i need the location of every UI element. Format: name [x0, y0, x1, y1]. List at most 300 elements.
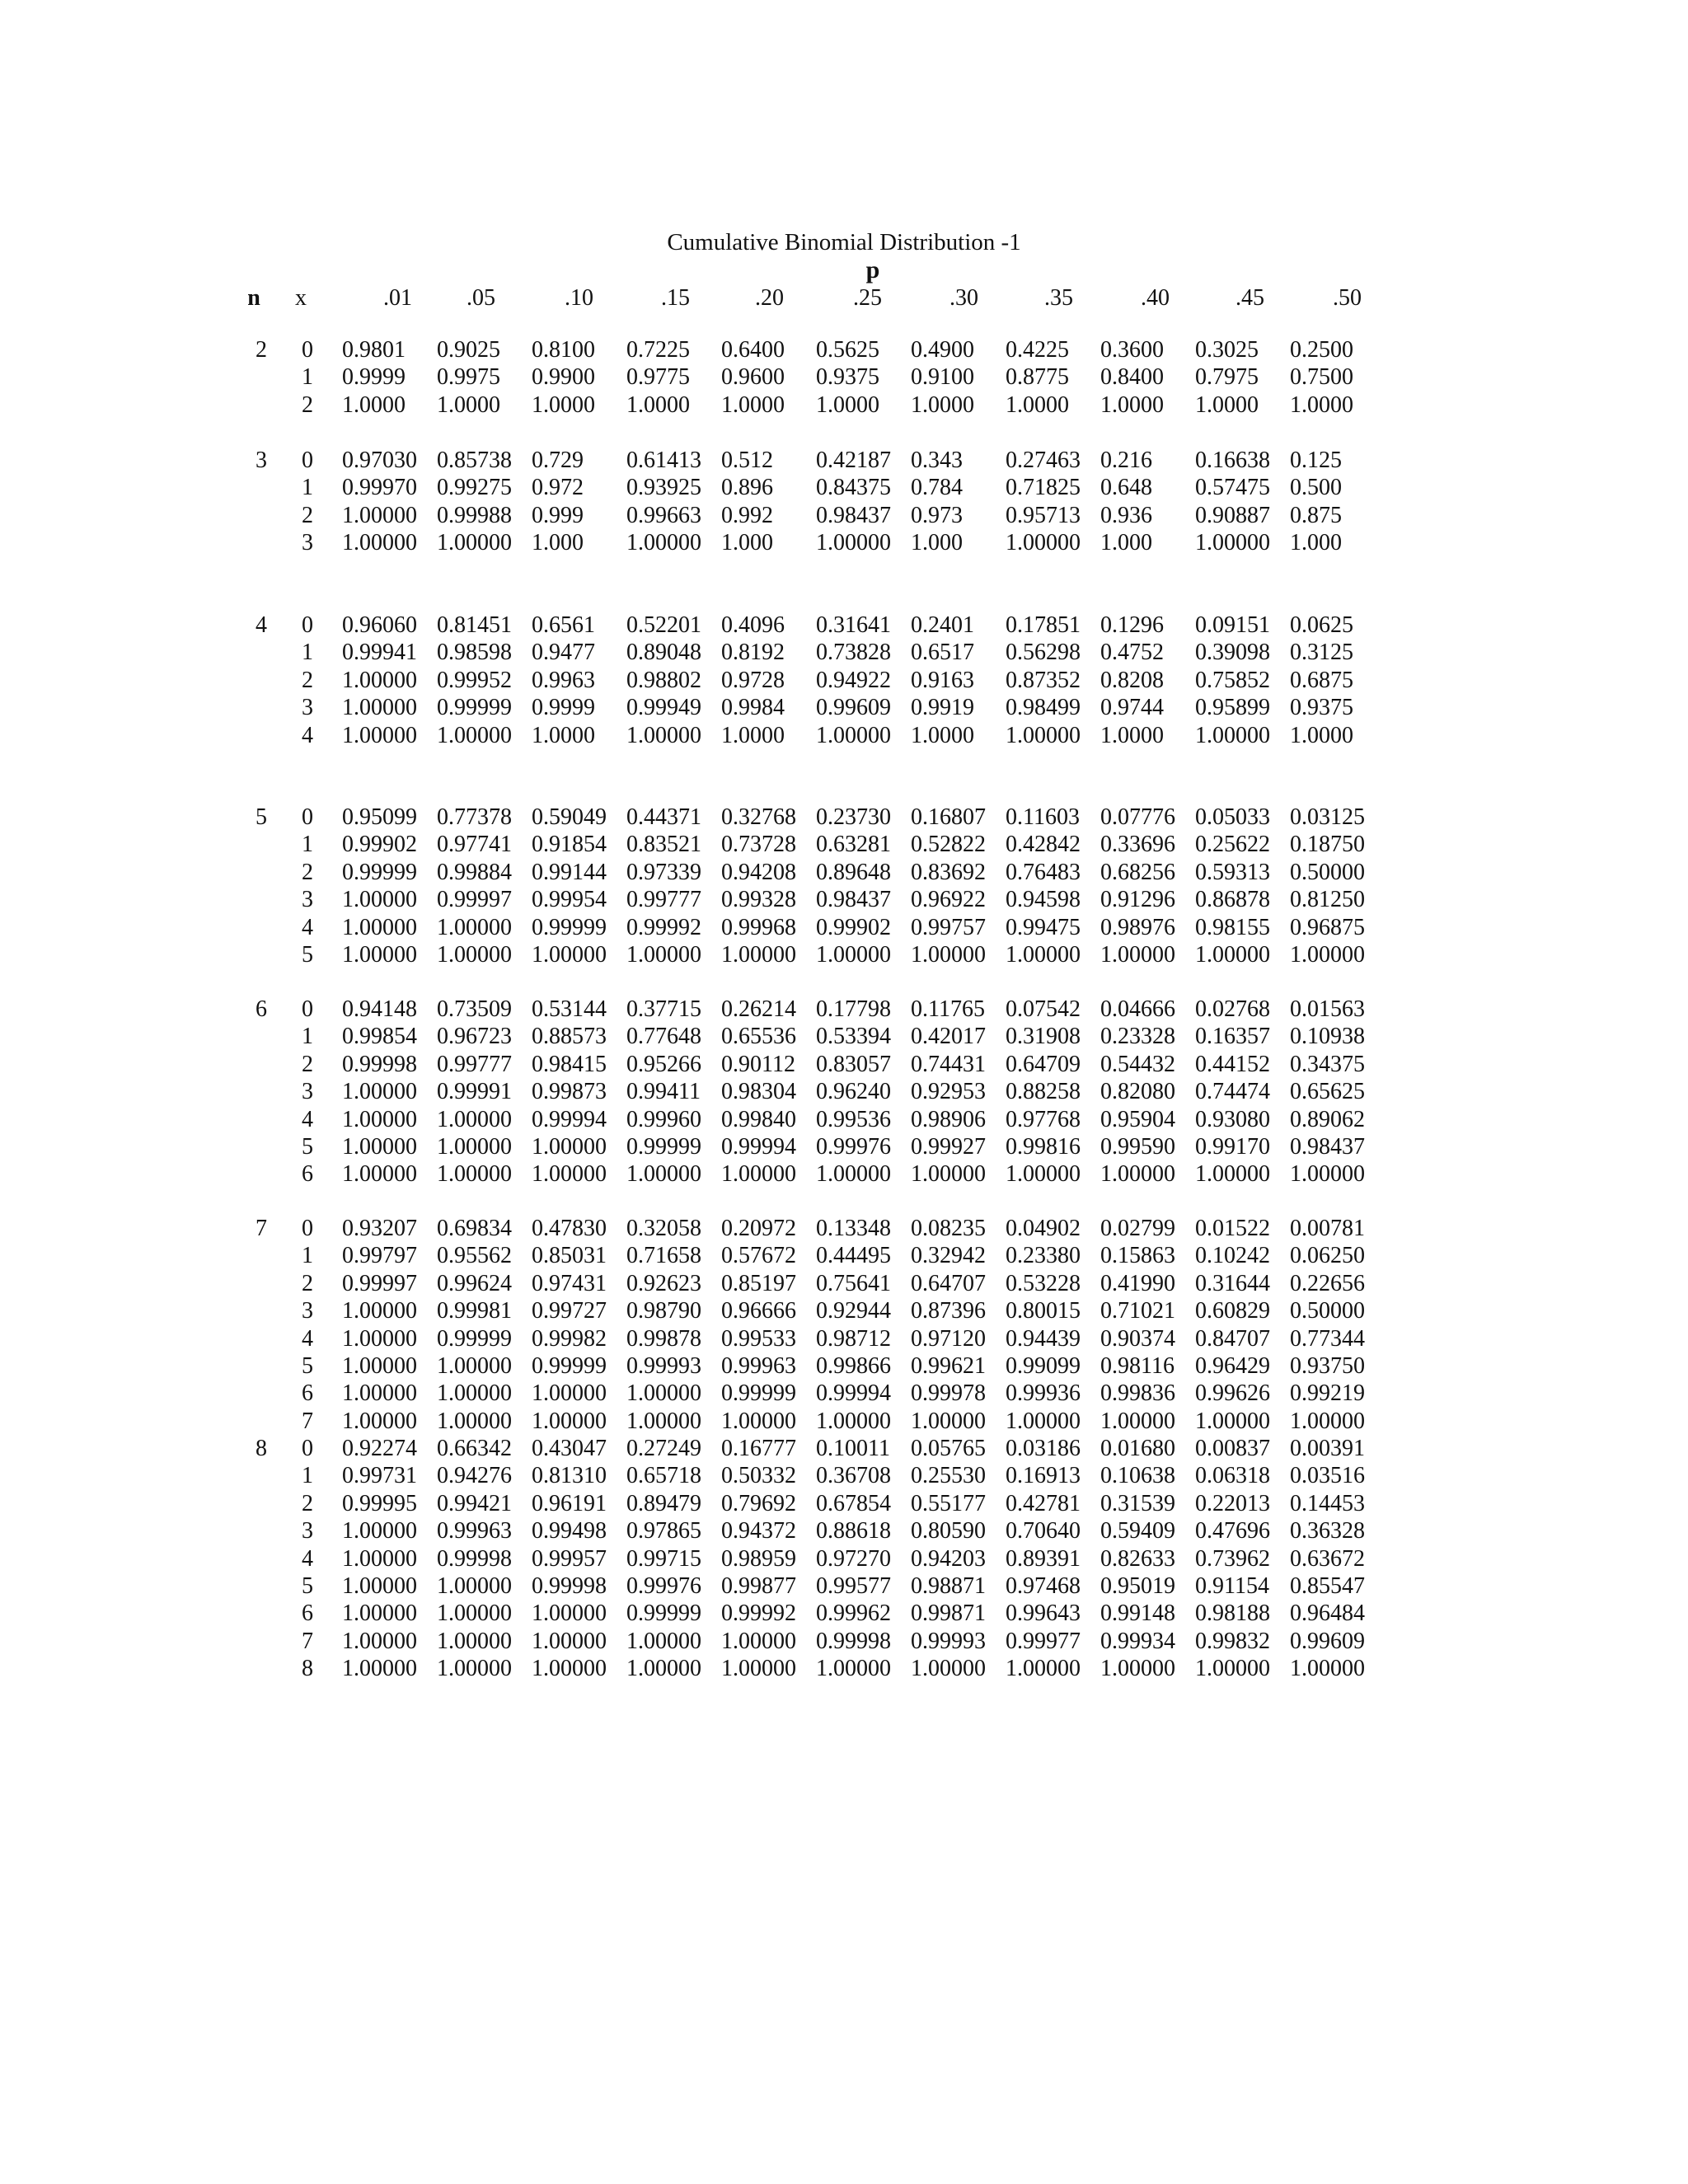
probability-cell: 0.02799	[1100, 1216, 1175, 1241]
header-p-value: .35	[1044, 285, 1073, 311]
probability-cell: 1.00000	[1100, 1656, 1175, 1682]
probability-cell: 0.97431	[532, 1270, 607, 1296]
probability-cell: 1.00000	[532, 942, 607, 968]
probability-cell: 1.00000	[1006, 530, 1081, 556]
table-row	[0, 1270, 1688, 1298]
probability-cell: 1.000	[721, 530, 773, 556]
probability-cell: 0.06318	[1195, 1463, 1270, 1489]
probability-cell: 1.0000	[1100, 722, 1164, 748]
probability-cell: 0.98437	[816, 502, 891, 528]
probability-cell: 0.71825	[1006, 475, 1081, 501]
probability-cell: 0.96240	[816, 1079, 891, 1105]
probability-cell: 1.00000	[1290, 1161, 1365, 1188]
probability-cell: 0.37715	[626, 996, 701, 1022]
x-value: 2	[302, 667, 313, 693]
probability-cell: 0.99219	[1290, 1380, 1365, 1407]
probability-cell: 1.00000	[437, 1628, 512, 1654]
probability-cell: 1.00000	[1100, 1408, 1175, 1434]
table-row	[0, 914, 1688, 942]
probability-cell: 0.80015	[1006, 1298, 1081, 1324]
table-row	[0, 1078, 1688, 1106]
probability-cell: 0.77378	[437, 804, 512, 830]
probability-cell: 1.00000	[626, 1408, 701, 1434]
probability-cell: 0.99643	[1006, 1601, 1081, 1627]
probability-cell: 1.00000	[626, 1656, 701, 1682]
probability-cell: 1.00000	[342, 667, 417, 693]
table-row	[0, 941, 1688, 969]
probability-cell: 1.0000	[437, 391, 500, 418]
probability-cell: 0.88573	[532, 1024, 607, 1050]
probability-cell: 0.99960	[626, 1106, 701, 1132]
x-value: 2	[302, 1270, 313, 1296]
probability-cell: 0.50000	[1290, 1298, 1365, 1324]
probability-cell: 0.02768	[1195, 996, 1270, 1022]
probability-cell: 0.96875	[1290, 914, 1365, 940]
probability-cell: 0.90887	[1195, 502, 1270, 528]
probability-cell: 0.64709	[1006, 1051, 1081, 1077]
probability-cell: 1.00000	[1290, 942, 1365, 968]
probability-cell: 0.96191	[532, 1490, 607, 1516]
table-row	[0, 1133, 1688, 1161]
probability-cell: 0.90112	[721, 1051, 795, 1077]
probability-cell: 0.4752	[1100, 640, 1164, 666]
probability-cell: 1.0000	[532, 722, 595, 748]
probability-cell: 0.2500	[1290, 337, 1353, 363]
probability-cell: 1.0000	[721, 391, 785, 418]
probability-cell: 1.00000	[342, 1325, 417, 1352]
probability-cell: 0.96429	[1195, 1353, 1270, 1379]
probability-cell: 0.4225	[1006, 337, 1069, 363]
probability-cell: 0.99411	[626, 1079, 701, 1105]
probability-cell: 0.42781	[1006, 1490, 1081, 1516]
x-value: 0	[302, 337, 313, 363]
probability-cell: 0.96922	[911, 887, 986, 913]
probability-cell: 0.57475	[1195, 475, 1270, 501]
probability-cell: 0.98304	[721, 1079, 796, 1105]
x-value: 0	[302, 996, 313, 1022]
probability-cell: 0.59313	[1195, 859, 1270, 885]
probability-cell: 0.99624	[437, 1270, 512, 1296]
probability-cell: 0.8775	[1006, 364, 1069, 391]
table-row	[0, 1325, 1688, 1353]
probability-cell: 0.99536	[816, 1106, 891, 1132]
probability-cell: 0.99878	[626, 1325, 701, 1352]
table-header	[0, 284, 1688, 312]
probability-cell: 0.83057	[816, 1051, 891, 1077]
probability-cell: 0.41990	[1100, 1270, 1175, 1296]
probability-cell: 0.99902	[816, 914, 891, 940]
x-value: 2	[302, 859, 313, 885]
probability-cell: 0.4900	[911, 337, 974, 363]
probability-cell: 0.93925	[626, 475, 701, 501]
probability-cell: 0.86878	[1195, 887, 1270, 913]
probability-cell: 0.61413	[626, 448, 701, 473]
probability-cell: 0.87396	[911, 1298, 986, 1324]
probability-cell: 0.71021	[1100, 1298, 1175, 1324]
probability-cell: 1.00000	[342, 1353, 417, 1379]
probability-cell: 0.98790	[626, 1298, 701, 1324]
probability-cell: 0.85031	[532, 1243, 607, 1269]
probability-cell: 0.99577	[816, 1573, 891, 1599]
probability-cell: 1.00000	[342, 722, 417, 748]
probability-cell: 0.00391	[1290, 1436, 1365, 1461]
probability-cell: 0.31644	[1195, 1270, 1270, 1296]
probability-cell: 0.99999	[342, 859, 417, 885]
probability-cell: 0.32768	[721, 804, 796, 830]
probability-cell: 0.9975	[437, 364, 500, 391]
probability-cell: 0.99877	[721, 1573, 796, 1599]
probability-cell: 1.000	[911, 530, 963, 556]
probability-cell: 0.07776	[1100, 804, 1175, 830]
probability-cell: 1.0000	[1290, 722, 1353, 748]
probability-cell: 0.25622	[1195, 832, 1270, 858]
probability-cell: 0.94922	[816, 667, 891, 693]
probability-cell: 0.96666	[721, 1298, 796, 1324]
probability-cell: 0.96060	[342, 612, 417, 638]
probability-cell: 0.44495	[816, 1243, 891, 1269]
probability-cell: 0.99902	[342, 832, 417, 858]
probability-cell: 1.00000	[1195, 1408, 1270, 1434]
probability-cell: 0.99941	[342, 640, 417, 666]
table-row	[0, 447, 1688, 475]
probability-cell: 0.81310	[532, 1463, 607, 1489]
probability-cell: 0.97339	[626, 859, 701, 885]
probability-cell: 0.0625	[1290, 612, 1353, 638]
probability-cell: 0.85197	[721, 1270, 796, 1296]
probability-cell: 0.99663	[626, 502, 701, 528]
probability-cell: 0.23328	[1100, 1024, 1175, 1050]
probability-cell: 1.000	[532, 530, 584, 556]
probability-cell: 0.9984	[721, 695, 785, 721]
probability-cell: 0.94372	[721, 1518, 796, 1544]
probability-cell: 0.56298	[1006, 640, 1081, 666]
probability-cell: 0.16807	[911, 804, 986, 830]
probability-cell: 0.03186	[1006, 1436, 1081, 1461]
x-value: 3	[302, 695, 313, 721]
probability-cell: 0.83692	[911, 859, 986, 885]
probability-cell: 0.08235	[911, 1216, 986, 1241]
probability-cell: 1.00000	[342, 1380, 417, 1407]
x-value: 1	[302, 1463, 313, 1489]
probability-cell: 0.99816	[1006, 1134, 1081, 1160]
probability-cell: 0.65625	[1290, 1079, 1365, 1105]
table-row	[0, 1517, 1688, 1545]
probability-cell: 1.00000	[816, 1408, 891, 1434]
x-value: 5	[302, 1353, 313, 1379]
probability-cell: 0.8208	[1100, 667, 1164, 693]
probability-cell: 1.00000	[437, 1134, 512, 1160]
probability-cell: 0.27249	[626, 1436, 701, 1461]
probability-cell: 1.0000	[721, 722, 785, 748]
probability-cell: 0.74474	[1195, 1079, 1270, 1105]
header-p-value: .40	[1141, 285, 1170, 311]
probability-cell: 0.98415	[532, 1051, 607, 1077]
x-value: 2	[302, 1490, 313, 1516]
probability-cell: 0.936	[1100, 502, 1152, 528]
probability-cell: 0.81451	[437, 612, 512, 638]
probability-cell: 0.992	[721, 502, 773, 528]
table-row	[0, 1435, 1688, 1463]
probability-cell: 0.99626	[1195, 1380, 1270, 1407]
probability-cell: 0.99840	[721, 1106, 796, 1132]
probability-cell: 0.70640	[1006, 1518, 1081, 1544]
probability-cell: 0.16357	[1195, 1024, 1270, 1050]
probability-cell: 0.05033	[1195, 804, 1270, 830]
x-value: 3	[302, 530, 313, 556]
probability-cell: 0.13348	[816, 1216, 891, 1241]
probability-cell: 1.00000	[626, 1161, 701, 1188]
probability-cell: 1.00000	[437, 530, 512, 556]
probability-cell: 0.9163	[911, 667, 974, 693]
probability-cell: 0.26214	[721, 996, 796, 1022]
probability-cell: 1.00000	[532, 1161, 607, 1188]
x-value: 4	[302, 1545, 313, 1572]
probability-cell: 0.93207	[342, 1216, 417, 1241]
probability-cell: 0.9775	[626, 364, 690, 391]
probability-cell: 0.07542	[1006, 996, 1081, 1022]
probability-cell: 0.97741	[437, 832, 512, 858]
probability-cell: 1.00000	[721, 1628, 796, 1654]
probability-cell: 0.96723	[437, 1024, 512, 1050]
x-value: 4	[302, 1325, 313, 1352]
probability-cell: 0.22013	[1195, 1490, 1270, 1516]
probability-cell: 0.9600	[721, 364, 785, 391]
probability-cell: 0.99777	[626, 887, 701, 913]
probability-cell: 0.04666	[1100, 996, 1175, 1022]
probability-cell: 0.63672	[1290, 1545, 1365, 1572]
probability-cell: 1.0000	[911, 722, 974, 748]
probability-cell: 1.00000	[342, 887, 417, 913]
probability-cell: 0.10938	[1290, 1024, 1365, 1050]
probability-cell: 1.00000	[1195, 722, 1270, 748]
probability-cell: 0.972	[532, 475, 584, 501]
probability-cell: 1.00000	[626, 942, 701, 968]
probability-cell: 0.84375	[816, 475, 891, 501]
probability-cell: 0.89391	[1006, 1545, 1081, 1572]
probability-cell: 1.00000	[342, 1518, 417, 1544]
x-value: 2	[302, 502, 313, 528]
probability-cell: 0.99099	[1006, 1353, 1081, 1379]
probability-cell: 0.93080	[1195, 1106, 1270, 1132]
header-p-value: .30	[950, 285, 978, 311]
probability-cell: 1.00000	[1006, 1408, 1081, 1434]
probability-cell: 0.67854	[816, 1490, 891, 1516]
probability-cell: 1.00000	[437, 914, 512, 940]
probability-cell: 0.8400	[1100, 364, 1164, 391]
probability-cell: 1.00000	[437, 1353, 512, 1379]
probability-cell: 1.00000	[911, 1408, 986, 1434]
table-row	[0, 1215, 1688, 1243]
probability-cell: 0.98116	[1100, 1353, 1175, 1379]
probability-cell: 1.00000	[1006, 722, 1081, 748]
x-value: 7	[302, 1408, 313, 1434]
probability-cell: 0.17798	[816, 996, 891, 1022]
probability-cell: 0.99999	[626, 1134, 701, 1160]
probability-cell: 0.99994	[721, 1134, 796, 1160]
table-row	[0, 1545, 1688, 1573]
x-value: 4	[302, 722, 313, 748]
probability-cell: 0.00781	[1290, 1216, 1365, 1241]
probability-cell: 1.00000	[437, 942, 512, 968]
probability-cell: 0.99866	[816, 1353, 891, 1379]
probability-cell: 0.95099	[342, 804, 417, 830]
probability-cell: 0.77648	[626, 1024, 701, 1050]
probability-cell: 1.0000	[532, 391, 595, 418]
probability-cell: 1.00000	[342, 1656, 417, 1682]
probability-cell: 0.648	[1100, 475, 1152, 501]
probability-cell: 0.53228	[1006, 1270, 1081, 1296]
probability-cell: 0.99999	[626, 1601, 701, 1627]
probability-cell: 0.89048	[626, 640, 701, 666]
probability-cell: 0.95899	[1195, 695, 1270, 721]
probability-cell: 0.20972	[721, 1216, 796, 1241]
probability-cell: 0.3125	[1290, 640, 1353, 666]
probability-cell: 1.00000	[816, 1161, 891, 1188]
probability-cell: 0.125	[1290, 448, 1342, 473]
probability-cell: 0.3600	[1100, 337, 1164, 363]
probability-cell: 1.00000	[342, 502, 417, 528]
probability-cell: 0.59409	[1100, 1518, 1175, 1544]
probability-cell: 0.99998	[532, 1573, 607, 1599]
table-row	[0, 529, 1688, 557]
probability-cell: 1.00000	[626, 1380, 701, 1407]
probability-cell: 0.216	[1100, 448, 1152, 473]
probability-cell: 0.00837	[1195, 1436, 1270, 1461]
probability-cell: 1.00000	[342, 695, 417, 721]
probability-cell: 0.23380	[1006, 1243, 1081, 1269]
p-axis-label: p	[865, 256, 880, 284]
probability-cell: 0.01680	[1100, 1436, 1175, 1461]
probability-cell: 0.05765	[911, 1436, 986, 1461]
table-row	[0, 667, 1688, 695]
probability-cell: 0.33696	[1100, 832, 1175, 858]
probability-cell: 1.00000	[437, 1601, 512, 1627]
probability-cell: 0.32942	[911, 1243, 986, 1269]
probability-cell: 0.7500	[1290, 364, 1353, 391]
probability-cell: 0.63281	[816, 832, 891, 858]
table-row	[0, 1408, 1688, 1436]
probability-cell: 0.88618	[816, 1518, 891, 1544]
x-value: 3	[302, 1079, 313, 1105]
probability-cell: 0.99936	[1006, 1380, 1081, 1407]
n-value: 5	[256, 804, 267, 830]
probability-cell: 0.91296	[1100, 887, 1175, 913]
probability-cell: 0.99978	[911, 1380, 986, 1407]
probability-cell: 0.97865	[626, 1518, 701, 1544]
probability-cell: 0.77344	[1290, 1325, 1365, 1352]
probability-cell: 1.0000	[1100, 391, 1164, 418]
probability-cell: 1.00000	[532, 1408, 607, 1434]
probability-cell: 1.0000	[911, 391, 974, 418]
probability-cell: 0.44152	[1195, 1051, 1270, 1077]
probability-cell: 1.00000	[342, 1079, 417, 1105]
table-row	[0, 1380, 1688, 1408]
probability-cell: 1.00000	[1100, 1161, 1175, 1188]
probability-cell: 0.7225	[626, 337, 690, 363]
probability-cell: 0.97768	[1006, 1106, 1081, 1132]
x-value: 8	[302, 1656, 313, 1682]
probability-cell: 0.99997	[342, 1270, 417, 1296]
probability-cell: 1.0000	[1006, 391, 1069, 418]
probability-cell: 1.00000	[342, 1601, 417, 1627]
x-value: 1	[302, 475, 313, 501]
probability-cell: 0.343	[911, 448, 963, 473]
probability-cell: 0.64707	[911, 1270, 986, 1296]
probability-cell: 0.9919	[911, 695, 974, 721]
probability-cell: 0.23730	[816, 804, 891, 830]
probability-cell: 0.98906	[911, 1106, 986, 1132]
x-value: 3	[302, 887, 313, 913]
x-value: 1	[302, 1024, 313, 1050]
x-value: 5	[302, 942, 313, 968]
probability-cell: 0.9999	[342, 364, 406, 391]
probability-cell: 1.00000	[437, 1573, 512, 1599]
header-n: n	[247, 285, 260, 311]
header-p-value: .15	[661, 285, 690, 311]
probability-cell: 0.47696	[1195, 1518, 1270, 1544]
probability-cell: 0.97468	[1006, 1573, 1081, 1599]
x-value: 3	[302, 1298, 313, 1324]
probability-cell: 0.03516	[1290, 1463, 1365, 1489]
x-value: 1	[302, 640, 313, 666]
probability-cell: 0.97270	[816, 1545, 891, 1572]
probability-cell: 0.89648	[816, 859, 891, 885]
x-value: 5	[302, 1573, 313, 1599]
probability-cell: 0.99777	[437, 1051, 512, 1077]
probability-cell: 0.10638	[1100, 1463, 1175, 1489]
probability-cell: 0.8100	[532, 337, 595, 363]
table-row	[0, 1655, 1688, 1683]
probability-cell: 0.9477	[532, 640, 595, 666]
probability-cell: 0.99963	[721, 1353, 796, 1379]
probability-cell: 1.00000	[1195, 530, 1270, 556]
table-row	[0, 694, 1688, 722]
probability-cell: 0.99976	[626, 1573, 701, 1599]
probability-cell: 0.17851	[1006, 612, 1081, 638]
probability-cell: 0.95904	[1100, 1106, 1175, 1132]
probability-cell: 0.65536	[721, 1024, 796, 1050]
probability-cell: 0.65718	[626, 1463, 701, 1489]
probability-cell: 1.00000	[816, 530, 891, 556]
probability-cell: 0.73509	[437, 996, 512, 1022]
probability-cell: 1.00000	[626, 530, 701, 556]
probability-cell: 0.83521	[626, 832, 701, 858]
probability-cell: 0.31908	[1006, 1024, 1081, 1050]
probability-cell: 0.53394	[816, 1024, 891, 1050]
probability-cell: 0.99997	[437, 887, 512, 913]
probability-cell: 0.98959	[721, 1545, 796, 1572]
table-row	[0, 1572, 1688, 1601]
probability-cell: 0.84707	[1195, 1325, 1270, 1352]
probability-cell: 0.99832	[1195, 1628, 1270, 1654]
probability-cell: 0.16913	[1006, 1463, 1081, 1489]
probability-cell: 0.99884	[437, 859, 512, 885]
probability-cell: 1.0000	[1195, 391, 1259, 418]
x-value: 2	[302, 1051, 313, 1077]
x-value: 3	[302, 1518, 313, 1544]
x-value: 0	[302, 448, 313, 473]
probability-cell: 0.74431	[911, 1051, 986, 1077]
probability-cell: 0.55177	[911, 1490, 986, 1516]
probability-cell: 0.75641	[816, 1270, 891, 1296]
probability-cell: 0.96484	[1290, 1601, 1365, 1627]
probability-cell: 0.98499	[1006, 695, 1081, 721]
probability-cell: 0.99144	[532, 859, 607, 885]
probability-cell: 0.34375	[1290, 1051, 1365, 1077]
probability-cell: 0.92274	[342, 1436, 417, 1461]
table-row	[0, 1160, 1688, 1188]
probability-cell: 0.99993	[626, 1353, 701, 1379]
